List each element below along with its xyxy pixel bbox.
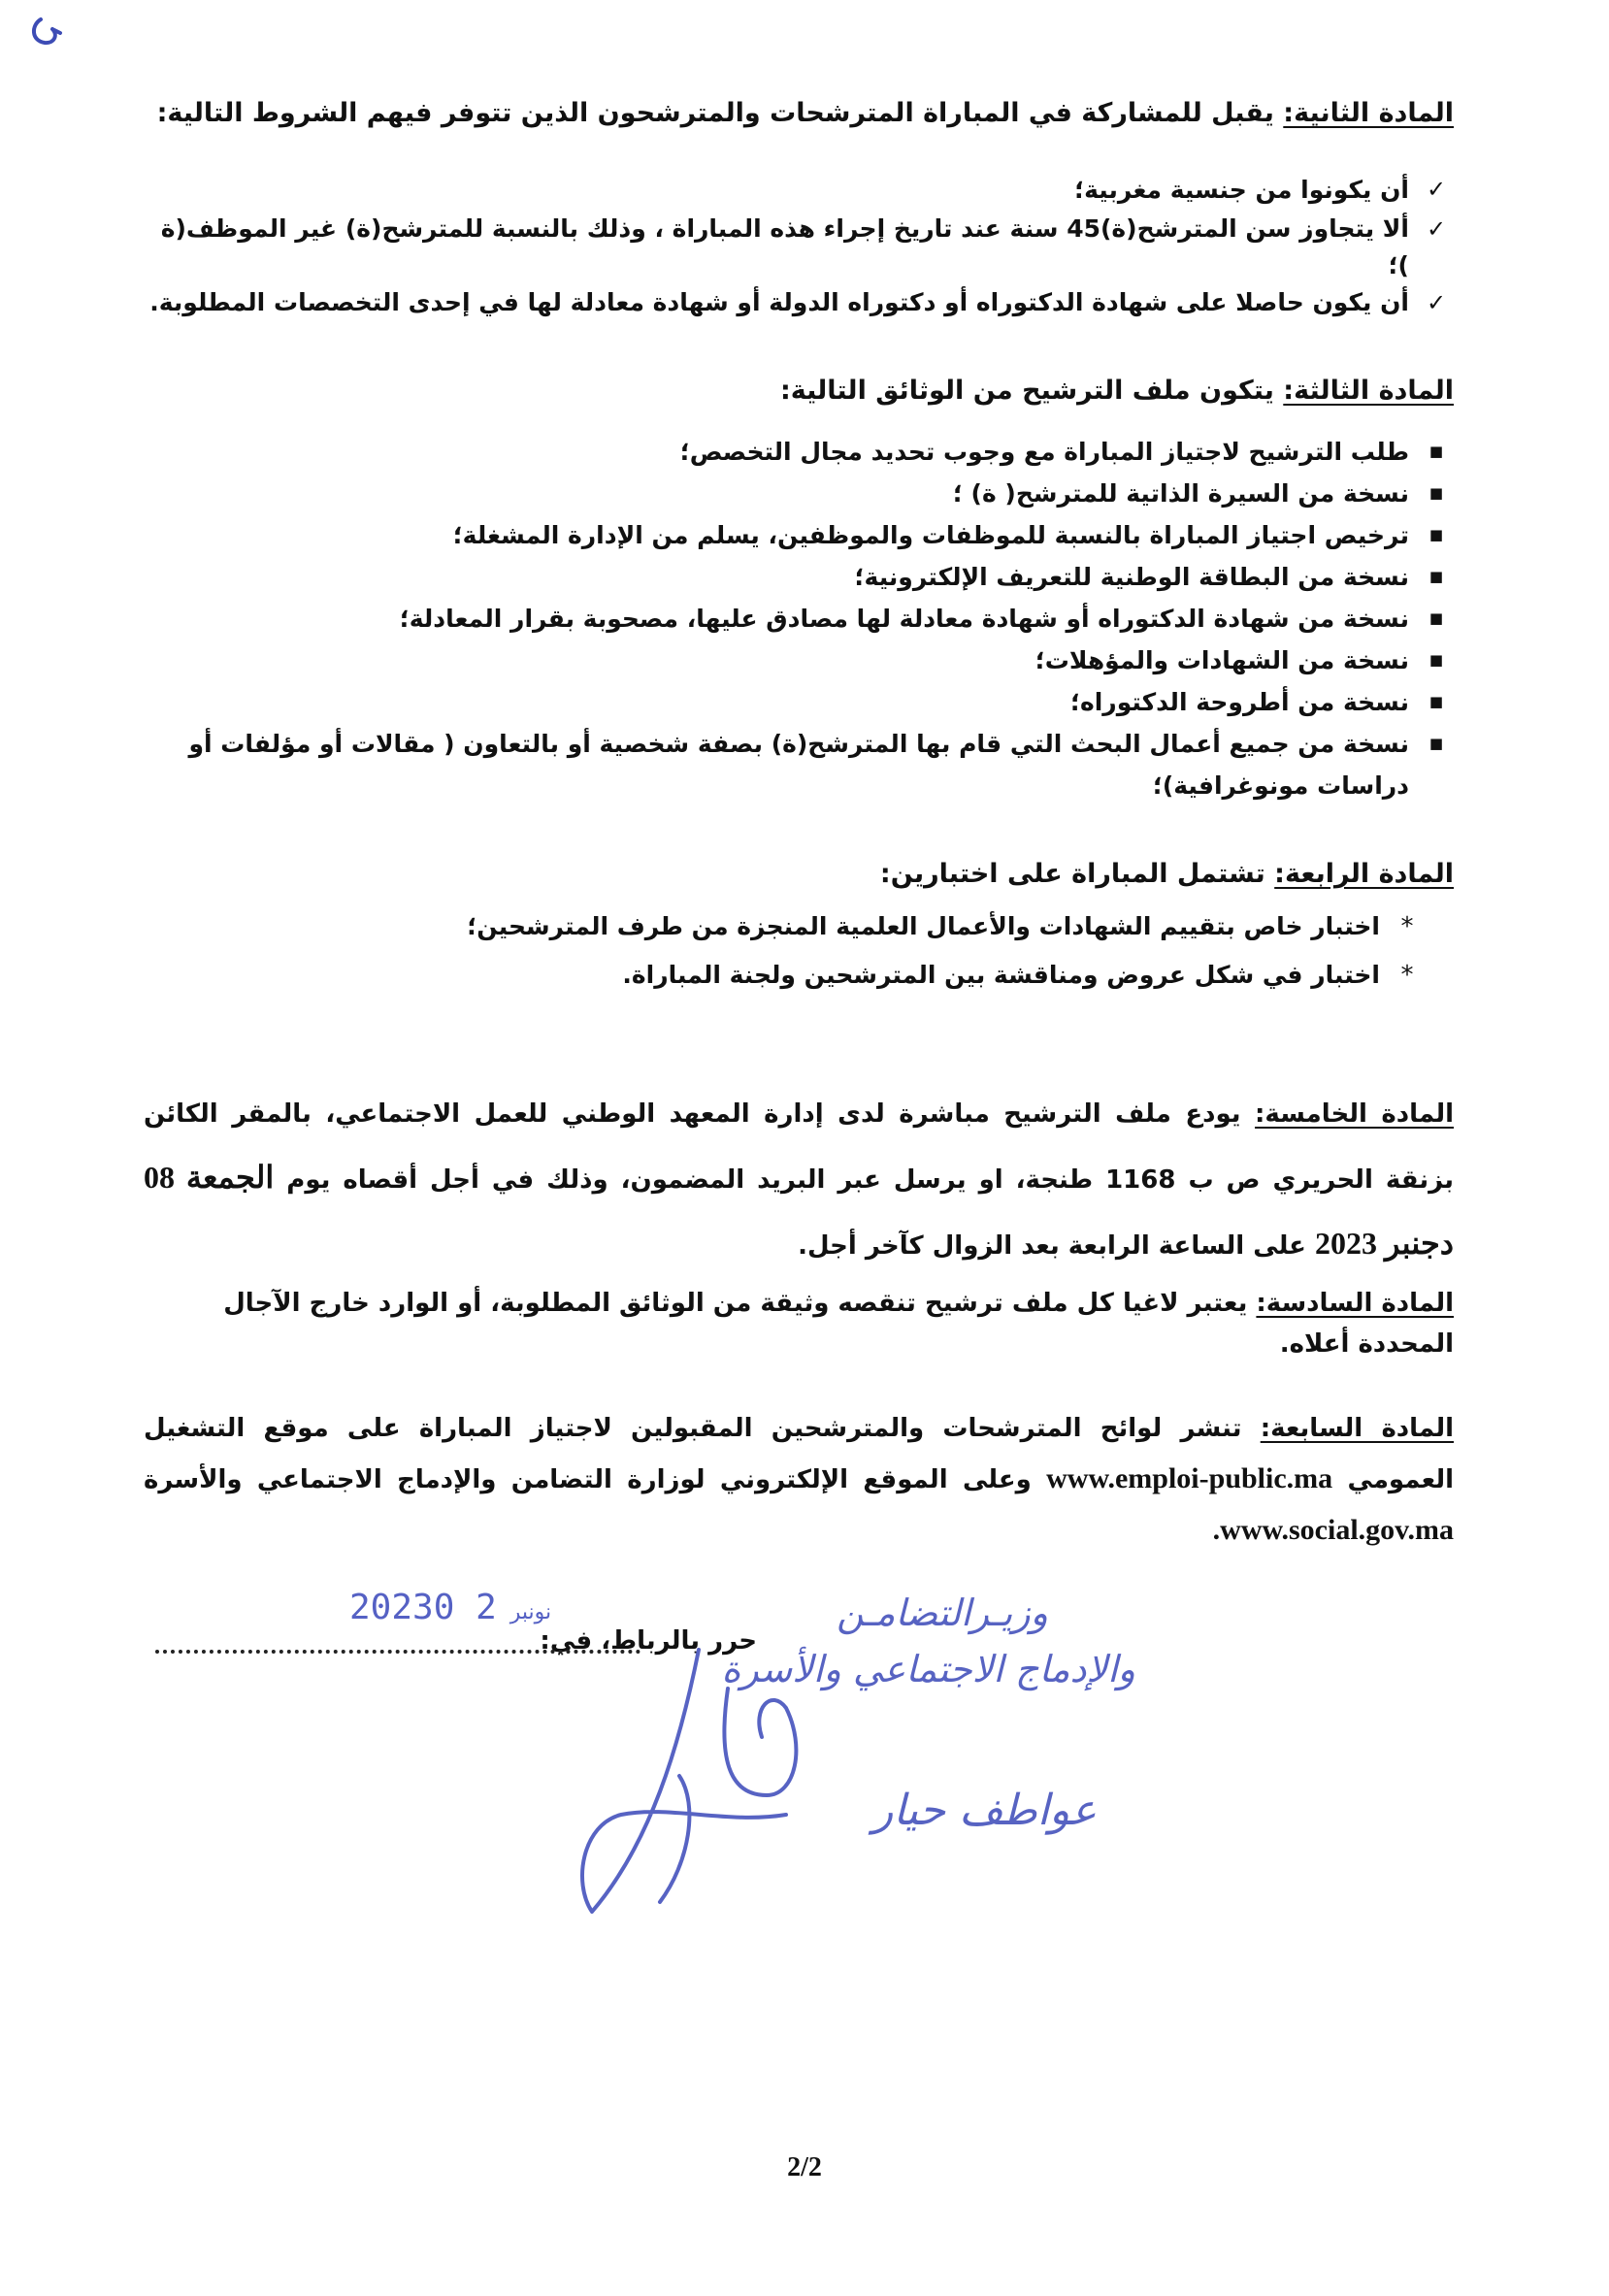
article-3-text: يتكون ملف الترشيح من الوثائق التالية: (779, 376, 1284, 406)
date-stamp: 2023 نونبر2 0 (349, 1588, 552, 1627)
article-6 (144, 1283, 1454, 1364)
made-at-label: حرر بالرباط، في: (540, 1626, 757, 1656)
article-6-title: المادة السادسة: (1256, 1289, 1454, 1318)
article-7-paragraph: المادة السابعة: تنشر لوائح المترشحات والمترشحين المقبولين لاجتياز المباراة على موقع التشغيل العمومي www.emploi-public.ma وعلى الموقع الإلكتروني لوزارة التضامن والإدماج الاجتماعي والأسرة .www.social.gov.ma (144, 1414, 1454, 1546)
article-2-title: المادة الثانية: (1283, 98, 1454, 128)
square-bullet-icon: ■ (1428, 735, 1444, 752)
article-5-title: المادة الخامسة: (1255, 1099, 1454, 1129)
square-bullet-icon: ■ (1428, 609, 1444, 627)
article-5 (144, 1058, 1454, 1303)
signature-scribble (534, 1630, 844, 1941)
checkmark-icon: ✓ (1426, 215, 1447, 243)
social-gov-link[interactable]: .www.social.gov.ma (1212, 1514, 1454, 1546)
square-bullet-icon: ■ (1428, 651, 1444, 669)
list-item: ■ نسخة من الشهادات والمؤهلات؛ (144, 640, 1454, 681)
list-item: ■ نسخة من البطاقة الوطنية للتعريف الإلكترونية؛ (144, 556, 1454, 598)
article-4-heading (144, 854, 1454, 895)
article-4 (144, 854, 1454, 1000)
article-3-documents (144, 431, 1454, 806)
list-item: * اختبار خاص بتقييم الشهادات والأعمال العلمية المنجزة من طرف المترشحين؛ (144, 902, 1425, 951)
asterisk-bullet-icon: * (1400, 961, 1414, 990)
list-item: ■ نسخة من شهادة الدكتوراه أو شهادة معادلة لها مصادق عليها، مصحوبة بقرار المعادلة؛ (144, 598, 1454, 640)
list-item: ■ نسخة من جميع أعمال البحث التي قام بها المترشح(ة) بصفة شخصية أو بالتعاون ( مقالات أو مؤلفات أو دراسات مونوغرافية)؛ (144, 723, 1454, 806)
article-3-heading (144, 371, 1454, 411)
article-2 (144, 93, 1454, 321)
list-item: ✓ أن يكون حاصلا على شهادة الدكتوراه أو دكتوراه الدولة أو شهادة معادلة لها في إحدى التخصصات المطلوبة. (144, 284, 1454, 321)
list-item: ■ طلب الترشيح لاجتياز المباراة مع وجوب تحديد مجال التخصص؛ (144, 431, 1454, 473)
article-4-text: تشتمل المباراة على اختبارين: (879, 859, 1275, 889)
article-4-title: المادة الرابعة: (1274, 859, 1454, 889)
emploi-public-link[interactable]: www.emploi-public.ma (1046, 1462, 1333, 1494)
article-3-title: المادة الثالثة: (1283, 376, 1454, 406)
square-bullet-icon: ■ (1428, 484, 1444, 502)
article-2-text: يقبل للمشاركة في المباراة المترشحات والمترشحون الذين تتوفر فيهم الشروط التالية: (156, 98, 1284, 128)
list-item: ✓ أن يكونوا من جنسية مغربية؛ (144, 169, 1454, 211)
list-item: * اختبار في شكل عروض ومناقشة بين المترشحين ولجنة المباراة. (144, 951, 1425, 1000)
square-bullet-icon: ■ (1428, 568, 1444, 585)
article-5-paragraph: المادة الخامسة: يودع ملف الترشيح مباشرة لدى إدارة المعهد الوطني للعمل الاجتماعي، بالمقر الكائن بزنقة الحريري ص ب 1168 طنجة، او يرسل عبر البريد المضمون، وذلك في أجل أقصاه يوم الجمعة 08 دجنبر 2023 على الساعة الرابعة بعد الزوال كآخر أجل. (144, 1099, 1455, 1261)
minister-signature: وزيـرالتضامـن والإدماج الاجتماعي والأسرة عواطف حيار (505, 1591, 1135, 1960)
article-2-heading (144, 93, 1454, 134)
list-item: ■ ترخيص اجتياز المباراة بالنسبة للموظفات والموظفين، يسلم من الإدارة المشغلة؛ (144, 514, 1454, 556)
list-item: ✓ ألا يتجاوز سن المترشح(ة)45 سنة عند تاريخ إجراء هذه المباراة ، وذلك بالنسبة للمترشح(ة) غير الموظف(ة )؛ (144, 211, 1454, 284)
article-4-tests (144, 902, 1425, 1000)
article-2-conditions (144, 169, 1454, 321)
list-item: ■ نسخة من أطروحة الدكتوراه؛ (144, 681, 1454, 723)
corner-annotation-mark (27, 12, 68, 50)
deadline-date: الجمعة 08 دجنبر 2023 (144, 1160, 1454, 1261)
square-bullet-icon: ■ (1428, 443, 1444, 460)
article-7 (144, 1378, 1454, 1582)
article-3 (144, 371, 1454, 806)
list-item: ■ نسخة من السيرة الذاتية للمترشح( ة) ؛ (144, 473, 1454, 514)
square-bullet-icon: ■ (1428, 693, 1444, 710)
square-bullet-icon: ■ (1428, 526, 1444, 543)
checkmark-icon: ✓ (1426, 176, 1447, 203)
asterisk-bullet-icon: * (1400, 912, 1414, 941)
article-7-title: المادة السابعة: (1260, 1414, 1454, 1443)
checkmark-icon: ✓ (1426, 289, 1447, 316)
page-number: 2/2 (787, 2152, 822, 2182)
article-6-paragraph: المادة السادسة: يعتبر لاغيا كل ملف ترشيح تنقصه وثيقة من الوثائق المطلوبة، أو الوارد خارج الآجال المحددة أعلاه. (223, 1289, 1454, 1359)
